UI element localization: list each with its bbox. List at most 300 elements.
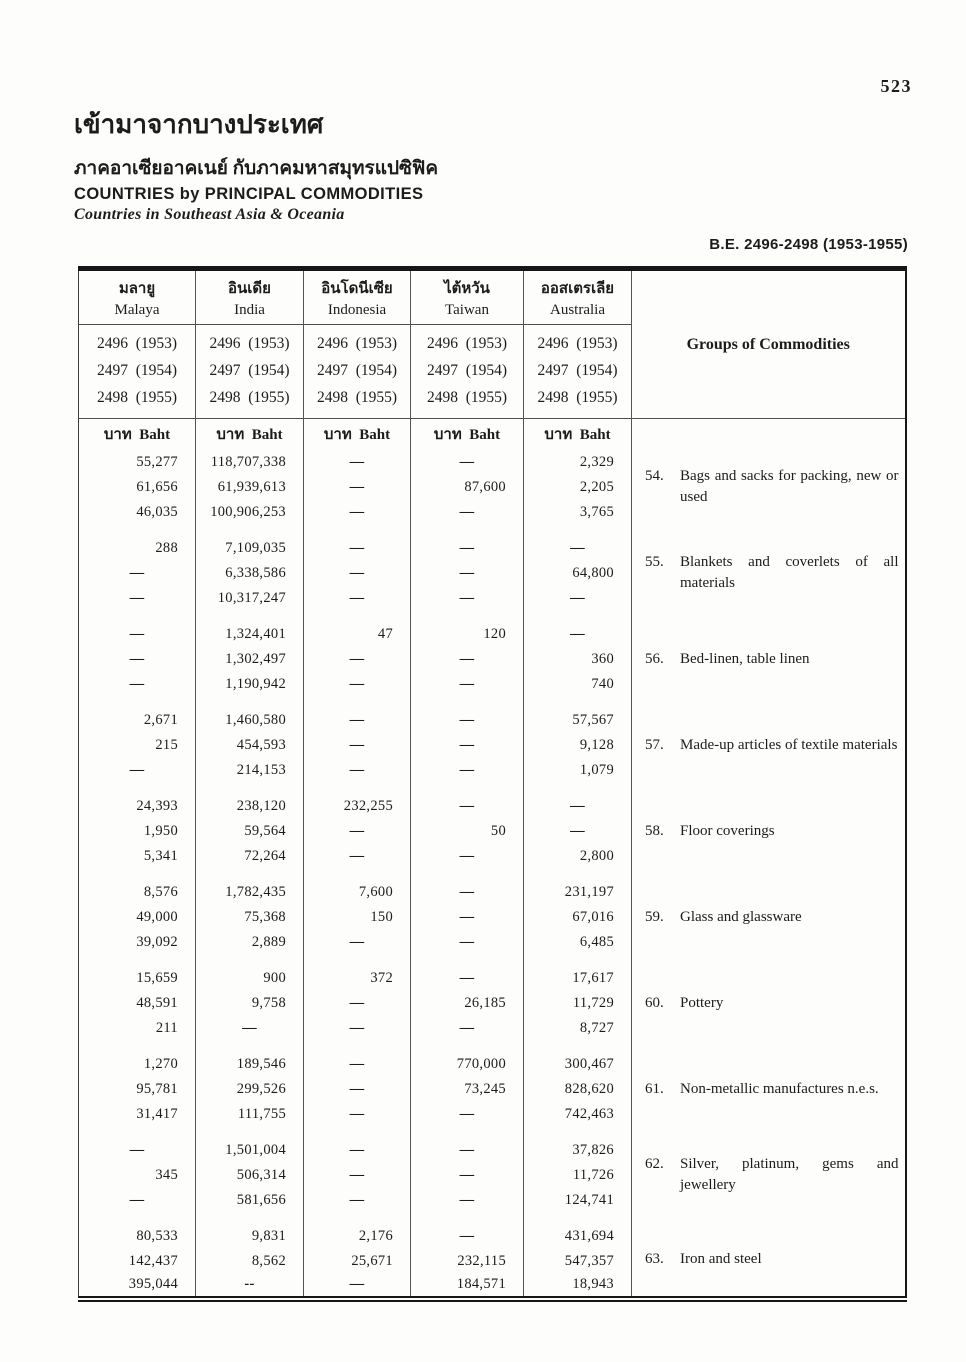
value-cell: 73,245 xyxy=(411,1077,524,1102)
value-cell: — xyxy=(524,622,632,647)
value-cell: 9,758 xyxy=(196,991,304,1016)
value-cell: — xyxy=(304,1077,411,1102)
value-cell: 238,120 xyxy=(196,794,304,819)
value-cell: 87,600 xyxy=(411,475,524,500)
value-cell: 15,659 xyxy=(136,969,178,986)
unit-row xyxy=(79,419,906,450)
value-cell: -- xyxy=(196,1274,304,1299)
spacer-cell xyxy=(411,611,524,622)
value-cell: — xyxy=(524,536,632,561)
value-cell: 10,317,247 xyxy=(196,586,304,611)
value-cell: 31,417 xyxy=(136,1105,178,1122)
value-cell: 9,831 xyxy=(196,1224,304,1249)
spacer-cell xyxy=(632,1213,906,1224)
commodity-label: Blankets and coverlets of all materials xyxy=(680,554,899,591)
spacer-cell xyxy=(196,869,304,880)
commodity-cell xyxy=(632,1224,906,1299)
spacer-cell xyxy=(79,869,196,880)
country-header xyxy=(79,269,196,419)
spacer-cell xyxy=(196,955,304,966)
spacer-row xyxy=(79,1127,906,1138)
table-row xyxy=(79,622,906,647)
value-cell: — xyxy=(304,647,411,672)
table-body xyxy=(79,450,906,1299)
table-row xyxy=(79,1138,906,1163)
country-name xyxy=(196,271,303,325)
value-cell: 299,526 xyxy=(196,1077,304,1102)
spacer-row xyxy=(79,1041,906,1052)
country-name-english: Australia xyxy=(550,302,605,318)
value-cell: — xyxy=(304,1274,411,1299)
value-cell: 1,302,497 xyxy=(196,647,304,672)
value-cell: 95,781 xyxy=(136,1080,178,1097)
year-list xyxy=(524,325,631,418)
value-cell: — xyxy=(196,1016,304,1041)
commodity-label: Glass and glassware xyxy=(680,908,802,925)
spacer-row xyxy=(79,955,906,966)
value-cell: — xyxy=(411,1188,524,1213)
table-row xyxy=(79,536,906,561)
value-cell: — xyxy=(411,500,524,525)
value-cell: 111,755 xyxy=(196,1102,304,1127)
value-cell: — xyxy=(129,1191,145,1208)
value-cell: 8,562 xyxy=(196,1249,304,1274)
value-cell: 2,205 xyxy=(524,475,632,500)
value-cell: 372 xyxy=(304,966,411,991)
commodity-row xyxy=(645,735,899,756)
table-row xyxy=(79,708,906,733)
value-cell: 1,079 xyxy=(524,758,632,783)
value-cell: — xyxy=(411,1138,524,1163)
value-cell: 215 xyxy=(155,736,178,753)
value-cell: — xyxy=(411,844,524,869)
value-cell: — xyxy=(411,905,524,930)
year-label: 2498 (1955) xyxy=(316,389,398,406)
title-thai: เข้ามาจากบางประเทศ xyxy=(74,110,324,139)
unit-cell: บาท Baht xyxy=(79,419,196,450)
spacer-cell xyxy=(79,783,196,794)
country-name-english: India xyxy=(234,302,265,318)
spacer-cell xyxy=(304,955,411,966)
value-cell: — xyxy=(411,930,524,955)
value-cell: 2,671 xyxy=(143,711,178,728)
value-cell: 454,593 xyxy=(196,733,304,758)
commodity-number: 62. xyxy=(645,1156,664,1172)
value-cell: — xyxy=(411,450,524,475)
value-cell: 395,044 xyxy=(128,1276,178,1292)
spacer-cell xyxy=(524,525,632,536)
spacer-cell xyxy=(79,525,196,536)
year-list xyxy=(411,325,523,418)
value-cell: — xyxy=(304,1052,411,1077)
spacer-cell xyxy=(524,1127,632,1138)
value-cell: — xyxy=(411,1163,524,1188)
value-cell: 142,437 xyxy=(128,1252,178,1269)
value-cell: 6,338,586 xyxy=(196,561,304,586)
period-label: B.E. 2496-2498 (1953-1955) xyxy=(709,236,908,253)
value-cell: — xyxy=(411,672,524,697)
spacer-cell xyxy=(304,1213,411,1224)
year-label: 2498 (1955) xyxy=(209,389,290,406)
value-cell: — xyxy=(129,675,145,692)
value-cell: 61,656 xyxy=(136,478,178,495)
value-cell: 67,016 xyxy=(524,905,632,930)
commodity-label: Pottery xyxy=(680,994,724,1011)
spacer-cell xyxy=(411,955,524,966)
commodity-row xyxy=(645,466,899,508)
unit-cell-empty xyxy=(632,419,906,450)
spacer-cell xyxy=(632,1041,906,1052)
value-cell: — xyxy=(411,561,524,586)
commodity-label: Made-up articles of textile materials xyxy=(680,736,898,753)
spacer-cell xyxy=(196,1041,304,1052)
country-name xyxy=(304,271,410,325)
value-cell: 57,567 xyxy=(524,708,632,733)
country-name xyxy=(79,271,195,325)
value-cell: 742,463 xyxy=(524,1102,632,1127)
spacer-row xyxy=(79,783,906,794)
spacer-cell xyxy=(79,1213,196,1224)
value-cell: 3,765 xyxy=(524,500,632,525)
commodity-number: 59. xyxy=(645,908,664,925)
commodity-label: Non-metallic manufactures n.e.s. xyxy=(680,1080,879,1097)
value-cell: 7,600 xyxy=(304,880,411,905)
page-number: 523 xyxy=(880,76,912,96)
spacer-cell xyxy=(304,869,411,880)
commodity-number: 58. xyxy=(645,822,664,839)
value-cell: 2,800 xyxy=(524,844,632,869)
value-cell: 11,729 xyxy=(524,991,632,1016)
unit-cell: บาท Baht xyxy=(304,419,411,450)
value-cell: — xyxy=(304,733,411,758)
spacer-cell xyxy=(411,869,524,880)
spacer-cell xyxy=(79,697,196,708)
value-cell: 25,671 xyxy=(304,1249,411,1274)
country-name-thai: ออสเตรเลีย xyxy=(540,281,615,297)
value-cell: 118,707,338 xyxy=(196,450,304,475)
value-cell: — xyxy=(524,819,632,844)
year-label: 2497 (1954) xyxy=(426,362,508,379)
value-cell: — xyxy=(304,586,411,611)
value-cell: 39,092 xyxy=(136,933,178,950)
spacer-cell xyxy=(524,1041,632,1052)
commodity-row xyxy=(645,552,899,594)
value-cell: 211 xyxy=(155,1019,178,1036)
commodity-cell xyxy=(632,880,906,955)
commodity-row xyxy=(645,907,899,928)
spacer-cell xyxy=(632,697,906,708)
value-cell: — xyxy=(411,758,524,783)
commodity-cell xyxy=(632,708,906,783)
commodity-row xyxy=(645,1079,899,1100)
groups-of-commodities-header: Groups of Commodities xyxy=(632,269,906,419)
spacer-cell xyxy=(304,611,411,622)
spacer-cell xyxy=(632,783,906,794)
spacer-row xyxy=(79,1213,906,1224)
value-cell: 7,109,035 xyxy=(196,536,304,561)
spacer-cell xyxy=(411,697,524,708)
spacer-cell xyxy=(79,955,196,966)
table-row xyxy=(79,1052,906,1077)
value-cell: — xyxy=(304,708,411,733)
value-cell: 1,501,004 xyxy=(196,1138,304,1163)
commodity-label: Bags and sacks for packing, new or used xyxy=(680,468,899,505)
spacer-row xyxy=(79,697,906,708)
value-cell: 300,467 xyxy=(524,1052,632,1077)
spacer-cell xyxy=(79,1041,196,1052)
country-name xyxy=(411,271,523,325)
value-cell: — xyxy=(129,761,145,778)
value-cell: — xyxy=(304,536,411,561)
value-cell: 18,943 xyxy=(524,1274,632,1299)
value-cell: 232,115 xyxy=(411,1249,524,1274)
value-cell: — xyxy=(304,1163,411,1188)
year-list xyxy=(196,325,303,418)
spacer-cell xyxy=(79,1127,196,1138)
spacer-row xyxy=(79,869,906,880)
spacer-cell xyxy=(524,1213,632,1224)
value-cell: 48,591 xyxy=(136,994,178,1011)
spacer-cell xyxy=(632,869,906,880)
commodity-row xyxy=(645,1249,899,1270)
value-cell: 900 xyxy=(196,966,304,991)
value-cell: — xyxy=(304,561,411,586)
value-cell: — xyxy=(411,733,524,758)
value-cell: 2,329 xyxy=(524,450,632,475)
value-cell: — xyxy=(304,475,411,500)
year-label: 2498 (1955) xyxy=(537,389,618,406)
country-header xyxy=(411,269,524,419)
value-cell: 24,393 xyxy=(136,797,178,814)
value-cell: — xyxy=(304,991,411,1016)
table-header xyxy=(79,269,906,450)
value-cell: 506,314 xyxy=(196,1163,304,1188)
value-cell: 17,617 xyxy=(524,966,632,991)
value-cell: — xyxy=(411,966,524,991)
value-cell: 345 xyxy=(155,1166,178,1183)
value-cell: — xyxy=(129,564,145,581)
value-cell: 50 xyxy=(411,819,524,844)
spacer-cell xyxy=(632,611,906,622)
value-cell: 47 xyxy=(304,622,411,647)
spacer-cell xyxy=(411,1213,524,1224)
commodity-label: Bed-linen, table linen xyxy=(680,650,810,667)
value-cell: 770,000 xyxy=(411,1052,524,1077)
value-cell: — xyxy=(304,758,411,783)
value-cell: — xyxy=(411,1102,524,1127)
value-cell: 55,277 xyxy=(136,453,178,470)
value-cell: — xyxy=(304,930,411,955)
spacer-cell xyxy=(304,1127,411,1138)
country-name-thai: อินโดนีเซีย xyxy=(321,281,393,297)
spacer-cell xyxy=(196,525,304,536)
value-cell: 120 xyxy=(411,622,524,647)
value-cell: — xyxy=(304,844,411,869)
spacer-row xyxy=(79,525,906,536)
commodity-number: 63. xyxy=(645,1251,664,1267)
value-cell: 8,727 xyxy=(524,1016,632,1041)
value-cell: — xyxy=(304,1188,411,1213)
commodity-number: 57. xyxy=(645,736,664,753)
value-cell: — xyxy=(129,1141,145,1158)
country-name-thai: มลายู xyxy=(118,281,156,297)
table-row xyxy=(79,880,906,905)
country-header xyxy=(304,269,411,419)
value-cell: 1,270 xyxy=(143,1055,178,1072)
value-cell: — xyxy=(411,536,524,561)
value-cell: 6,485 xyxy=(524,930,632,955)
value-cell: — xyxy=(524,794,632,819)
value-cell: — xyxy=(411,586,524,611)
spacer-cell xyxy=(632,525,906,536)
country-name-english: Indonesia xyxy=(327,302,387,318)
year-label: 2496 (1953) xyxy=(96,335,178,352)
year-label: 2497 (1954) xyxy=(96,362,178,379)
value-cell: 8,576 xyxy=(143,883,178,900)
commodity-cell xyxy=(632,1052,906,1127)
commodity-number: 56. xyxy=(645,650,664,667)
value-cell: 214,153 xyxy=(196,758,304,783)
spacer-cell xyxy=(632,955,906,966)
spacer-cell xyxy=(196,611,304,622)
value-cell: 184,571 xyxy=(411,1274,524,1299)
value-cell: 61,939,613 xyxy=(196,475,304,500)
value-cell: 231,197 xyxy=(524,880,632,905)
value-cell: 1,782,435 xyxy=(196,880,304,905)
value-cell: 1,460,580 xyxy=(196,708,304,733)
subtitle-english: Countries in Southeast Asia & Oceania xyxy=(74,206,345,223)
country-name-english: Taiwan xyxy=(445,302,489,318)
commodity-label: Iron and steel xyxy=(680,1251,762,1267)
value-cell: 288 xyxy=(155,539,178,556)
value-cell: 150 xyxy=(304,905,411,930)
value-cell: 9,128 xyxy=(524,733,632,758)
year-list xyxy=(79,325,195,418)
spacer-cell xyxy=(524,955,632,966)
value-cell: 581,656 xyxy=(196,1188,304,1213)
value-cell: 431,694 xyxy=(524,1224,632,1249)
spacer-cell xyxy=(632,1127,906,1138)
value-cell: 49,000 xyxy=(136,908,178,925)
spacer-cell xyxy=(196,1213,304,1224)
value-cell: 1,190,942 xyxy=(196,672,304,697)
country-name-english: Malaya xyxy=(114,302,160,318)
unit-cell: บาท Baht xyxy=(196,419,304,450)
value-cell: 100,906,253 xyxy=(196,500,304,525)
table-row xyxy=(79,794,906,819)
commodity-row xyxy=(645,1154,899,1196)
value-cell: — xyxy=(411,708,524,733)
spacer-cell xyxy=(524,869,632,880)
table-row xyxy=(79,966,906,991)
value-cell: 5,341 xyxy=(143,847,178,864)
value-cell: — xyxy=(304,819,411,844)
spacer-cell xyxy=(196,1127,304,1138)
value-cell: 75,368 xyxy=(196,905,304,930)
value-cell: — xyxy=(304,1016,411,1041)
commodity-label: Floor coverings xyxy=(680,822,775,839)
year-label: 2496 (1953) xyxy=(537,335,618,352)
country-name-thai: ไต้หวัน xyxy=(444,281,490,297)
spacer-cell xyxy=(304,697,411,708)
value-cell: 37,826 xyxy=(524,1138,632,1163)
year-label: 2498 (1955) xyxy=(96,389,178,406)
value-cell: 124,741 xyxy=(524,1188,632,1213)
spacer-row xyxy=(79,611,906,622)
value-cell: — xyxy=(304,672,411,697)
spacer-cell xyxy=(196,783,304,794)
unit-cell: บาท Baht xyxy=(524,419,632,450)
country-name-thai: อินเดีย xyxy=(228,281,271,297)
commodity-row xyxy=(645,993,899,1014)
year-label: 2497 (1954) xyxy=(209,362,290,379)
value-cell: 360 xyxy=(524,647,632,672)
value-cell: 46,035 xyxy=(136,503,178,520)
value-cell: 26,185 xyxy=(411,991,524,1016)
value-cell: 64,800 xyxy=(524,561,632,586)
value-cell: — xyxy=(411,1224,524,1249)
commodities-table xyxy=(78,266,907,1302)
value-cell: 11,726 xyxy=(524,1163,632,1188)
spacer-cell xyxy=(304,525,411,536)
year-label: 2496 (1953) xyxy=(209,335,290,352)
spacer-cell xyxy=(524,611,632,622)
commodity-number: 61. xyxy=(645,1080,664,1097)
spacer-cell xyxy=(79,611,196,622)
spacer-cell xyxy=(524,697,632,708)
commodity-cell xyxy=(632,450,906,525)
value-cell: 232,255 xyxy=(304,794,411,819)
value-cell: — xyxy=(411,1016,524,1041)
commodity-cell xyxy=(632,622,906,697)
spacer-cell xyxy=(304,1041,411,1052)
spacer-cell xyxy=(524,783,632,794)
value-cell: 72,264 xyxy=(196,844,304,869)
commodity-number: 55. xyxy=(645,554,664,570)
spacer-cell xyxy=(411,525,524,536)
header-row xyxy=(79,269,906,419)
commodity-row xyxy=(645,821,899,842)
value-cell: 189,546 xyxy=(196,1052,304,1077)
value-cell: 1,324,401 xyxy=(196,622,304,647)
commodity-number: 60. xyxy=(645,994,664,1011)
commodity-cell xyxy=(632,794,906,869)
value-cell: 80,533 xyxy=(136,1227,178,1244)
value-cell: 740 xyxy=(524,672,632,697)
commodity-cell xyxy=(632,1138,906,1213)
value-cell: 828,620 xyxy=(524,1077,632,1102)
table-row xyxy=(79,450,906,475)
table-row xyxy=(79,1224,906,1249)
year-label: 2497 (1954) xyxy=(537,362,618,379)
value-cell: 59,564 xyxy=(196,819,304,844)
value-cell: — xyxy=(304,450,411,475)
value-cell: 2,889 xyxy=(196,930,304,955)
spacer-cell xyxy=(411,1041,524,1052)
year-label: 2497 (1954) xyxy=(316,362,398,379)
commodity-label: Silver, platinum, gems and jewellery xyxy=(680,1156,899,1193)
value-cell: — xyxy=(411,794,524,819)
value-cell: — xyxy=(129,589,145,606)
year-label: 2496 (1953) xyxy=(316,335,398,352)
value-cell: — xyxy=(304,1102,411,1127)
subtitle-thai: ภาคอาเซียอาคเนย์ กับภาคมหาสมุทรแปซิฟิค xyxy=(74,158,439,179)
spacer-cell xyxy=(304,783,411,794)
value-cell: 1,950 xyxy=(143,822,178,839)
country-header xyxy=(524,269,632,419)
value-cell: — xyxy=(524,586,632,611)
value-cell: 2,176 xyxy=(304,1224,411,1249)
